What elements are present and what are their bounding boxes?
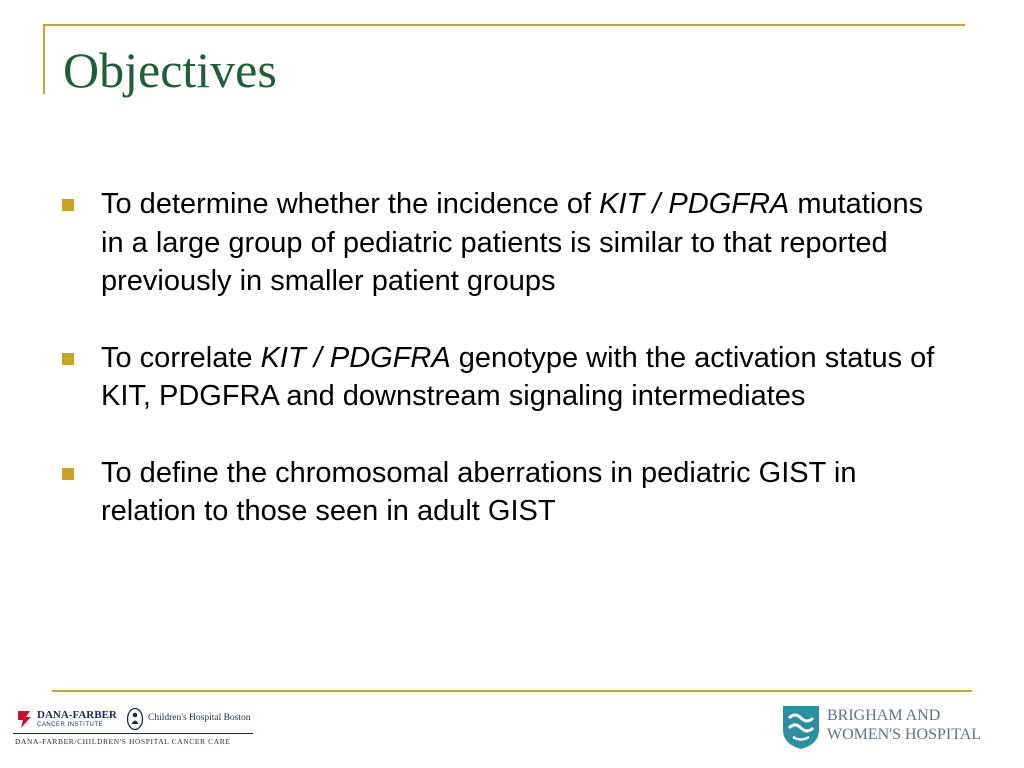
childrens-hospital-logo — [126, 707, 256, 733]
brigham-womens-logo — [781, 700, 1011, 755]
combined-cancer-care-label: DANA-FARBER/CHILDREN'S HOSPITAL CANCER CARE — [15, 737, 231, 746]
square-bullet-icon — [62, 353, 74, 365]
bullet-2-text-end: genotype with the activation status of KIT, PDGFRA and downstream signaling intermediates — [101, 341, 935, 412]
bullet-item-2 — [62, 339, 942, 416]
bullet-3-text: To define the chromosomal aberrations in pediatric GIST in relation to those seen in adult GIST — [101, 456, 857, 527]
brigham-womens-name — [827, 706, 981, 744]
childrens-hospital-name: Children's Hospital Boston — [148, 713, 251, 723]
brigham-name-line-2: WOMEN'S HOSPITAL — [827, 726, 982, 743]
title-frame-top-rule — [43, 24, 965, 26]
objectives-list — [62, 185, 942, 531]
bullet-1-text-end: mutations in a large group of pediatric patients is similar to that reported previously in smaller patient groups — [101, 188, 924, 297]
brigham-shield-icon — [781, 704, 821, 750]
title-frame-left-rule — [43, 24, 45, 94]
bullet-1-text-start: To determine whether the incidence of — [101, 188, 600, 220]
bullet-1-gene-names: KIT / PDGFRA — [599, 188, 790, 220]
dana-farber-subtitle: CANCER INSTITUTE — [37, 722, 104, 728]
bullet-item-3 — [62, 454, 942, 531]
bullet-2-text-start: To correlate — [101, 341, 261, 374]
square-bullet-icon — [62, 199, 74, 211]
bullet-item-1 — [62, 185, 942, 301]
bullet-2-gene-names: KIT / PDGFRA — [260, 341, 451, 374]
dana-farber-logo-mark — [16, 709, 34, 729]
childrens-hospital-seal-icon — [126, 707, 144, 731]
footer-rule — [52, 690, 972, 692]
dana-farber-childrens-footer-logo — [13, 705, 253, 753]
dana-farber-name: DANA-FARBER — [37, 709, 117, 721]
brigham-name-line-1: BRIGHAM AND — [827, 707, 941, 724]
dana-farber-logo — [13, 707, 123, 733]
footer-logo-divider — [13, 733, 253, 734]
square-bullet-icon — [62, 468, 74, 480]
slide-title: Objectives — [63, 42, 277, 98]
